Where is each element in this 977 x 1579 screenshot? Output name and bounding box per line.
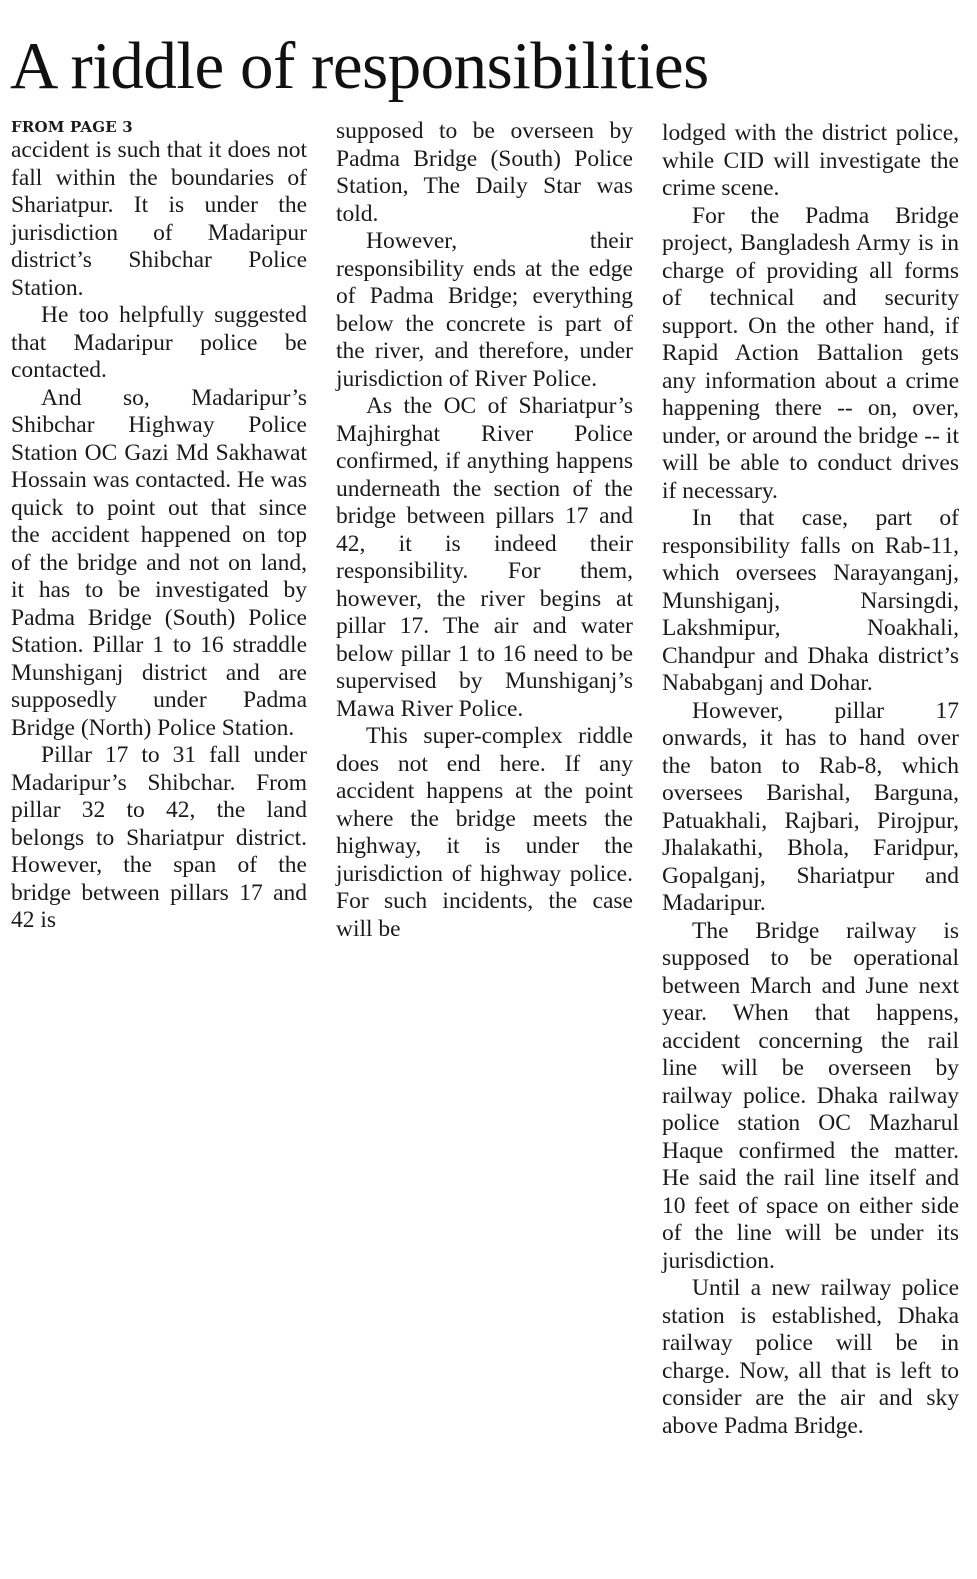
paragraph: Pillar 17 to 31 fall under Madaripur’s Shibchar. From pillar 32 to 42, the land belongs to Shariatpur district. However, the span of the bridge between pillars 17 and 42 is: [11, 742, 307, 933]
article-column-3: [662, 120, 959, 1440]
paragraph: Until a new railway police station is established, Dhaka railway police will be in charge. Now, all that is left to consider are the air and sky above Padma Bridge.: [662, 1275, 959, 1439]
paragraph: In that case, part of responsibility falls on Rab-11, which oversees Narayanganj, Munshiganj, Narsingdi, Lakshmipur, Noakhali, Chandpur and Dhaka district’s Nababganj and Dohar.: [662, 505, 959, 696]
paragraph: However, pillar 17 onwards, it has to hand over the baton to Rab-8, which oversees Barishal, Barguna, Patuakhali, Rajbari, Pirojpur, Jhalakathi, Bhola, Faridpur, Gopalganj, Shariatpur and Madaripur.: [662, 697, 959, 916]
paragraph: lodged with the district police, while CID will investigate the crime scene.: [662, 120, 959, 201]
paragraph: supposed to be overseen by Padma Bridge (South) Police Station, The Daily Star was told.: [336, 118, 633, 227]
paragraph: This super-complex riddle does not end here. If any accident happens at the point where the bridge meets the highway, it is under the jurisdiction of highway police. For such incidents, the case will be: [336, 723, 633, 942]
article-column-1: [11, 118, 307, 935]
article-column-2: [336, 118, 633, 943]
paragraph: accident is such that it does not fall within the boundaries of Shariatpur. It is under the jurisdiction of Madaripur district’s Shibchar Police Station.: [11, 137, 307, 301]
continuation-kicker: FROM PAGE 3: [11, 118, 133, 136]
paragraph: As the OC of Shariatpur’s Majhirghat River Police confirmed, if anything happens underneath the section of the bridge between pillars 17 and 42, it is indeed their responsibility. For them, however, the river begins at pillar 17. The air and water below pillar 1 to 16 need to be supervised by Munshiganj’s Mawa River Police.: [336, 393, 633, 722]
headline: A riddle of responsibilities: [10, 29, 709, 103]
paragraph: He too helpfully suggested that Madaripur police be contacted.: [11, 302, 307, 383]
paragraph: For the Padma Bridge project, Bangladesh Army is in charge of providing all forms of technical and security support. On the other hand, if Rapid Action Battalion gets any information about a crime happening there -- on, over, under, or around the bridge -- it will be able to conduct drives if necessary.: [662, 202, 959, 504]
paragraph: However, their responsibility ends at the edge of Padma Bridge; everything below the concrete is part of the river, and therefore, under jurisdiction of River Police.: [336, 228, 633, 392]
paragraph: The Bridge railway is supposed to be operational between March and June next year. When that happens, accident concerning the rail line will be overseen by railway police. Dhaka railway police station OC Mazharul Haque confirmed the matter. He said the rail line itself and 10 feet of space on either side of the line will be under its jurisdiction.: [662, 917, 959, 1274]
paragraph: And so, Madaripur’s Shibchar Highway Police Station OC Gazi Md Sakhawat Hossain was contacted. He was quick to point out that since the accident happened on top of the bridge and not on land, it has to be investigated by Padma Bridge (South) Police Station. Pillar 1 to 16 straddle Munshiganj district and are supposedly under Padma Bridge (North) Police Station.: [11, 384, 307, 741]
